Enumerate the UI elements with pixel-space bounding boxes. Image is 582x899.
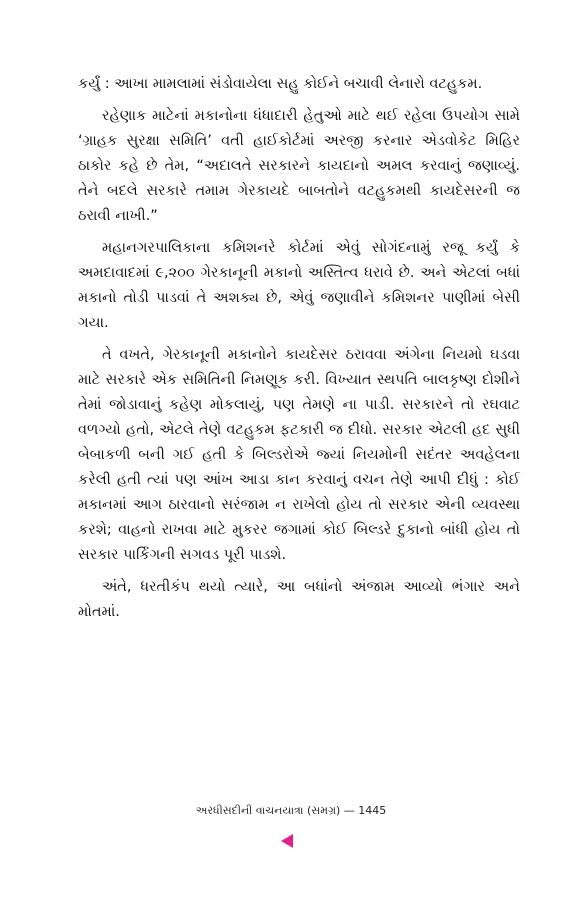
page-footer: અરધીસદીની વાચનયાત્રા (સમગ્ર) — 1445 — [195, 804, 387, 817]
paragraph-4: તે વખતે, ગેરકાનૂની મકાનોને કાયદેસર ઠરાવવા અંગેના નિયમો ઘડવા માટે સરકારે એક સમિતિની નિમણૂક કરી. વિખ્યાત સ્થપતિ બાલકૃષ્ણ દોશીને તેમાં જોડાવાનું કહેણ મોકલાયું, પણ તેમણે ના પાડી. સરકારને તો રઘવાટ વળગ્યો હતો, એટલે તેણે વટહુકમ ફટકારી જ દીધો. સરકાર એટલી હદ સુધી બેબાકળી બની ગઈ હતી કે બિલ્ડરોએ જ્યાં નિયમોની સદંતર અવહેલના કરેલી હતી ત્યાં પણ આંખ આડા કાન કરવાનું વચન તેણે આપી દીધું : કોઈ મકાનમાં આગ ઠારવાનો સરંજામ ન રાખેલો હોય તો સરકાર એની વ્યવસ્થા કરશે; વાહનો રાખવા માટે મુકરર જગામાં કોઈ બિલ્ડરે દુકાનો બાંધી હોય તો સરકાર પાર્કિંગની સગવડ પૂરી પાડશે. — [78, 347, 520, 563]
paragraph-1: કર્યું : આખા મામલામાં સંડોવાયેલા સહુ કોઈને બચાવી લેનારો વટહુકમ. — [78, 76, 483, 92]
previous-page-arrow-icon[interactable] — [281, 834, 293, 848]
paragraph-5: અંતે, ધરતીકંપ થયો ત્યારે, આ બધાંનો અંજામ આવ્યો ભંગાર અને મોતમાં. — [78, 579, 520, 620]
page-body-text — [78, 72, 520, 632]
paragraph-2: રહેણાક માટેનાં મકાનોના ધંધાદારી હેતુઓ માટે થઈ રહેલા ઉપયોગ સામે ‘ગ્રાહક સુરક્ષા સમિતિ’ વતી હાઈકોર્ટમાં અરજી કરનાર એડવોકેટ મિહિર ઠાકોર કહે છે તેમ, “અદાલતે સરકારને કાયદાનો અમલ કરવાનું જણાવ્યું. તેને બદલે સરકારે તમામ ગેરકાયદે બાબતોને વટહુકમથી કાયદેસરની જ ઠરાવી નાખી.” — [78, 108, 520, 224]
paragraph-3: મહાનગરપાલિકાના કમિશનરે કોર્ટમાં એવું સોગંદનામું રજૂ કર્યું કે અમદાવાદમાં ૯,૨૦૦ ગેરકાનૂની મકાનો અસ્તિત્વ ધરાવે છે. અને એટલાં બધાં મકાનો તોડી પાડવાં તે અશક્ય છે, એવું જણાવીને કમિશનર પાણીમાં બેસી ગયા. — [78, 240, 520, 331]
